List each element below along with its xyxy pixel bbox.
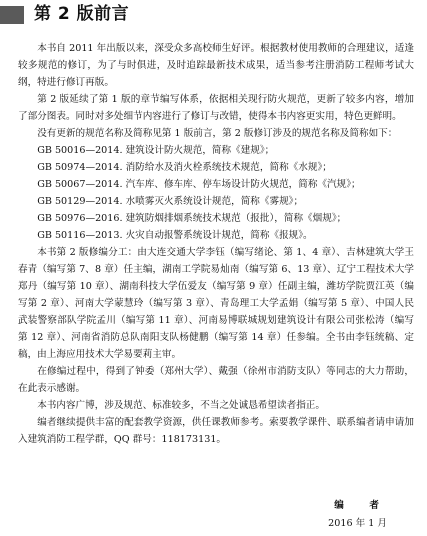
preface-body [18, 40, 414, 448]
standard-item: GB 50116—2013. 火灾自动报警系统设计规范，简称《报规》。 [37, 230, 313, 241]
title-row [0, 0, 427, 28]
standard-item: GB 50067—2014. 汽车库、修车库、停车场设计防火规范，简称《汽规》； [37, 179, 361, 190]
standard-item: GB 50129—2014. 水喷雾灭火系统设计规范，简称《雾规》； [37, 196, 304, 207]
title-accent-bar [0, 6, 24, 24]
signature-author: 编 者 [334, 500, 387, 511]
standard-item: GB 50974—2014. 消防给水及消火栓系统技术规范，简称《水规》； [37, 162, 332, 173]
signature-date: 2016 年 1 月 [328, 518, 387, 529]
page-title: 第 2 版前言 [34, 4, 130, 24]
standard-item: GB 50016—2014. 建筑设计防火规范，简称《建规》； [37, 145, 275, 156]
standard-item: GB 50976—2016. 建筑防烟排烟系统技术规范（报批），简称《烟规》； [37, 213, 347, 224]
paragraph-authors: 本书第 2 版修编分工：由大连交通大学李钰（编写绪论、第 1、4 章）、吉林建筑大学王春青（编写第 7、8 章）任主编，湖南工学院易灿南（编写第 6、13 章）、辽宁工程技术大学郑丹（编写第 10 章）、湖南科技大学伍爱友（编写第 9 章）任副主编，潍坊学院贾江英（编写第 2 章）、河南大学蒙慧玲（编写第 3 章）、青岛理工大学孟娟（编写第 5 章）、中国人民武装警察部队学院孟川（编写第 11 章）、河南易博联城规划建筑设计有限公司张松涛（编写第 12 章）、河南省消防总队南阳支队杨健鹏（编写第 14 章）任参编。全书由李钰统稿、定稿，由上海应用技术大学易要莉主审。 [18, 247, 414, 360]
paragraph-intro: 本书自 2011 年出版以来，深受众多高校师生好评。根据教材使用教师的合理建议，适逢较多规范的修订，为了与时俱进，及时追踪最新技术成果，适当参考注册消防工程师考试大纲，特进行修订再版。 [18, 43, 414, 88]
paragraph-revision: 第 2 版延续了第 1 版的章节编写体系，依据相关现行防火规范，更新了较多内容，增加了部分图表。同时对多处细节内容进行了修订与改错，使得本书内容更实用，特色更鲜明。 [18, 94, 414, 122]
paragraph-thanks: 在修编过程中，得到了钟委（郑州大学）、戴强（徐州市消防支队）等同志的大力帮助，在此表示感谢。 [18, 366, 414, 394]
paragraph-errata: 本书内容广博，涉及规范、标准较多，不当之处诚恳希望读者指正。 [37, 400, 325, 411]
paragraph-standards-intro: 没有更新的规范名称及简称见第 1 版前言，第 2 版修订涉及的规范名称及简称如下： [37, 128, 398, 139]
paragraph-resources: 编者继续提供丰富的配套教学资源，供任课教师参考。索要教学课件、联系编者请申请加入建筑消防工程学群，QQ 群号：118173131。 [18, 417, 414, 445]
